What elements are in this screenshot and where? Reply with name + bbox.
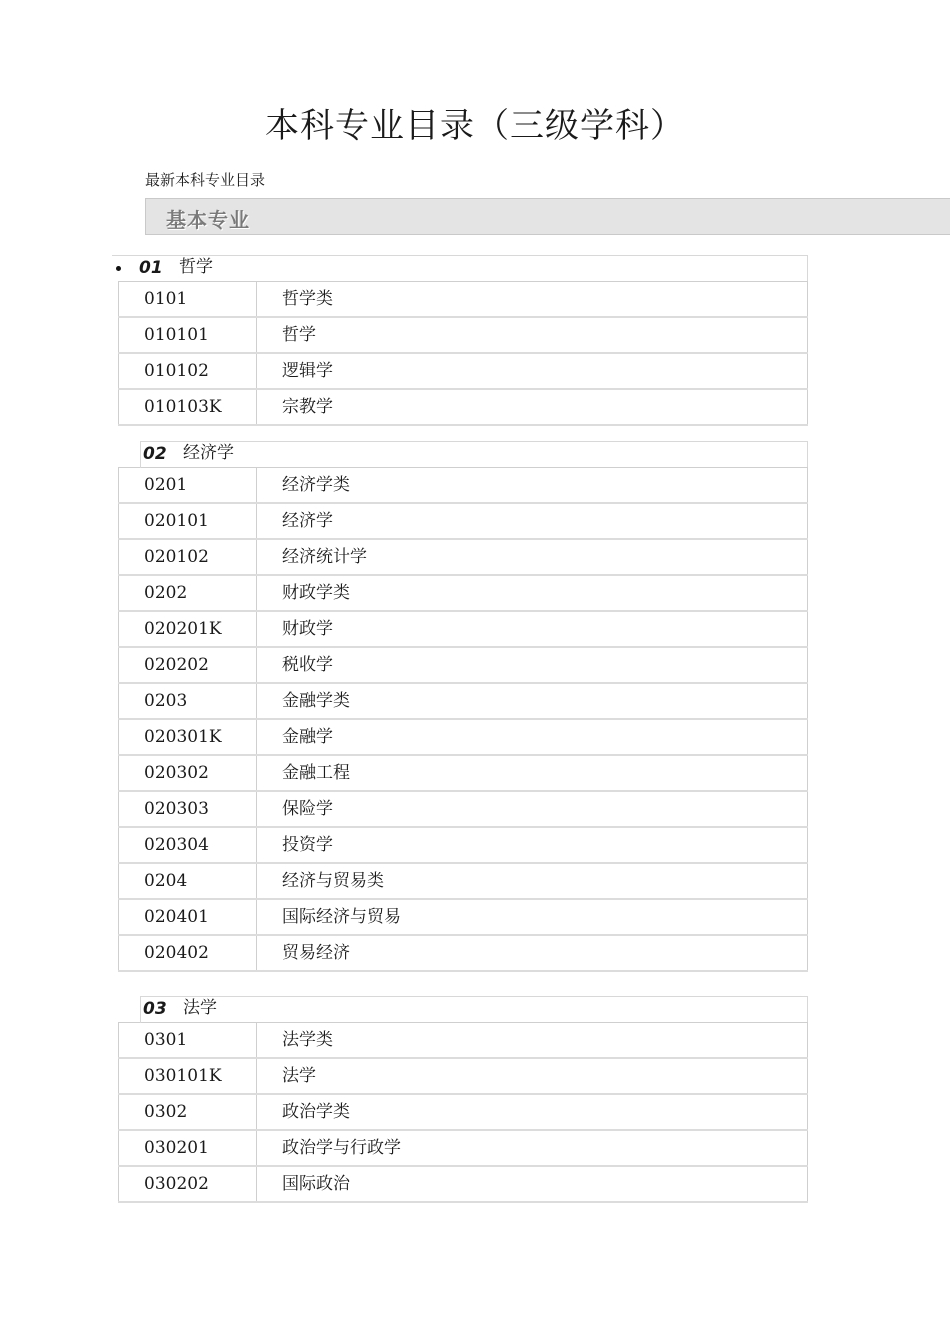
major-code: 0302 xyxy=(119,1094,257,1130)
major-code: 0201 xyxy=(119,468,257,504)
major-name: 宗教学 xyxy=(257,389,808,425)
major-code: 010103K xyxy=(119,389,257,425)
major-code: 0301 xyxy=(119,1023,257,1059)
table-row xyxy=(119,791,808,827)
major-name: 经济统计学 xyxy=(257,539,808,575)
table-row xyxy=(119,899,808,935)
major-name: 政治学类 xyxy=(257,1094,808,1130)
table-row xyxy=(119,539,808,575)
major-name: 税收学 xyxy=(257,647,808,683)
table-row xyxy=(119,827,808,863)
major-name: 国际经济与贸易 xyxy=(257,899,808,935)
major-name: 投资学 xyxy=(257,827,808,863)
header-divider xyxy=(140,442,141,468)
section-number: 02 xyxy=(143,444,167,464)
major-code: 030202 xyxy=(119,1166,257,1202)
major-name: 经济学类 xyxy=(257,468,808,504)
major-code: 020202 xyxy=(119,647,257,683)
section-header xyxy=(140,441,808,467)
major-code: 020401 xyxy=(119,899,257,935)
table-row xyxy=(119,1058,808,1094)
discipline-section-02 xyxy=(118,441,808,972)
major-code: 020302 xyxy=(119,755,257,791)
major-table xyxy=(118,1022,808,1203)
major-name: 哲学类 xyxy=(257,282,808,318)
major-name: 国际政治 xyxy=(257,1166,808,1202)
major-code: 020201K xyxy=(119,611,257,647)
major-name: 法学 xyxy=(257,1058,808,1094)
section-name: 法学 xyxy=(183,998,217,1018)
major-name: 逻辑学 xyxy=(257,353,808,389)
major-name: 财政学 xyxy=(257,611,808,647)
discipline-section-03 xyxy=(118,996,808,1203)
table-row xyxy=(119,863,808,899)
discipline-section-01 xyxy=(118,255,808,426)
table-row xyxy=(119,389,808,425)
table-row xyxy=(119,935,808,971)
table-row xyxy=(119,575,808,611)
major-name: 金融工程 xyxy=(257,755,808,791)
major-name: 法学类 xyxy=(257,1023,808,1059)
major-code: 020304 xyxy=(119,827,257,863)
table-row xyxy=(119,719,808,755)
major-code: 010101 xyxy=(119,317,257,353)
table-row xyxy=(119,353,808,389)
major-code: 0101 xyxy=(119,282,257,318)
table-row xyxy=(119,317,808,353)
table-row xyxy=(119,683,808,719)
table-row xyxy=(119,468,808,504)
section-header xyxy=(140,996,808,1022)
major-name: 政治学与行政学 xyxy=(257,1130,808,1166)
table-row xyxy=(119,1094,808,1130)
major-name: 经济与贸易类 xyxy=(257,863,808,899)
section-number: 01 xyxy=(139,258,163,278)
major-code: 020301K xyxy=(119,719,257,755)
major-name: 金融学 xyxy=(257,719,808,755)
banner-title: 基本专业 xyxy=(166,208,250,232)
table-row xyxy=(119,1023,808,1059)
major-name: 贸易经济 xyxy=(257,935,808,971)
major-code: 020303 xyxy=(119,791,257,827)
major-code: 010102 xyxy=(119,353,257,389)
page-subtitle: 最新本科专业目录 xyxy=(145,171,266,189)
major-name: 金融学类 xyxy=(257,683,808,719)
major-name: 经济学 xyxy=(257,503,808,539)
section-banner xyxy=(145,198,950,235)
major-table xyxy=(118,467,808,972)
major-code: 0203 xyxy=(119,683,257,719)
major-code: 030201 xyxy=(119,1130,257,1166)
major-code: 0202 xyxy=(119,575,257,611)
table-row xyxy=(119,1130,808,1166)
major-name: 保险学 xyxy=(257,791,808,827)
major-name: 哲学 xyxy=(257,317,808,353)
major-table xyxy=(118,281,808,426)
page-title: 本科专业目录（三级学科） xyxy=(265,106,685,146)
major-code: 020102 xyxy=(119,539,257,575)
major-code: 020101 xyxy=(119,503,257,539)
section-name: 经济学 xyxy=(183,443,234,463)
table-row xyxy=(119,647,808,683)
major-code: 0204 xyxy=(119,863,257,899)
major-name: 财政学类 xyxy=(257,575,808,611)
header-divider xyxy=(140,997,141,1023)
table-row xyxy=(119,503,808,539)
table-row xyxy=(119,611,808,647)
table-row xyxy=(119,755,808,791)
section-name: 哲学 xyxy=(179,257,213,277)
table-row xyxy=(119,282,808,318)
major-code: 020402 xyxy=(119,935,257,971)
major-code: 030101K xyxy=(119,1058,257,1094)
section-header xyxy=(112,255,808,281)
table-row xyxy=(119,1166,808,1202)
section-number: 03 xyxy=(143,999,167,1019)
